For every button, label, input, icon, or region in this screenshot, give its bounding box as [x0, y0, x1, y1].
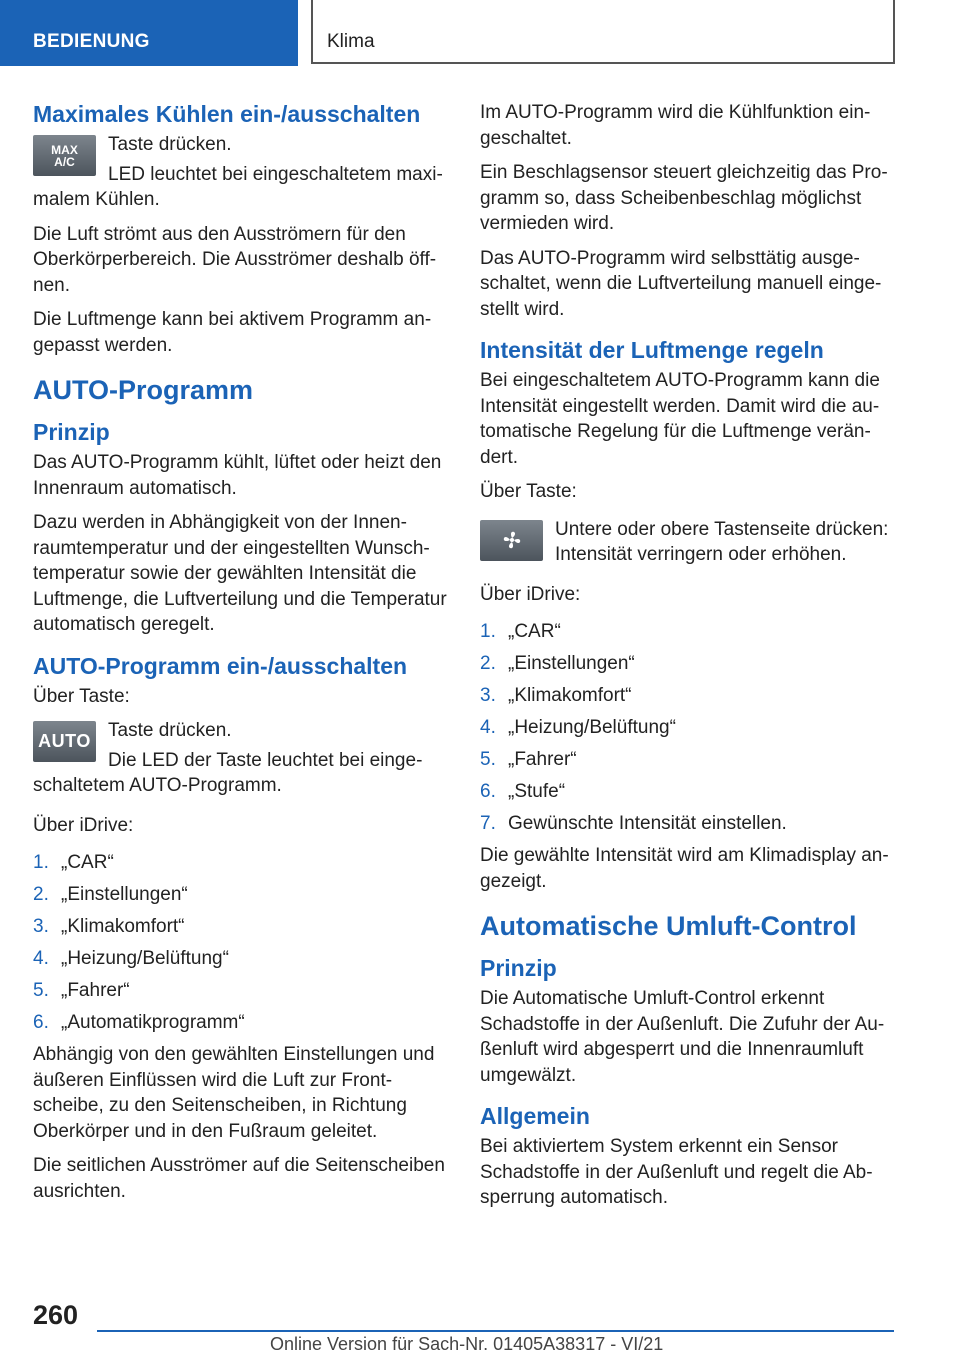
- list-item: 2. „Einstellungen“: [480, 653, 635, 674]
- paragraph: Taste drücken.: [108, 720, 232, 741]
- fan-row: [480, 517, 898, 568]
- list-item: 5. „Fahrer“: [480, 749, 577, 770]
- paragraph: Dazu werden in Abhängigkeit von der Innenraumtemperatur und der eingestellten Wunschtemperatur sowie der gewählten Intensität die Luftmenge, die Luftverteilung und die Temperatur automatisch geregelt.: [33, 512, 447, 635]
- list-item: 4. „Heizung/Belüftung“: [480, 717, 676, 738]
- max-ac-row: [33, 132, 451, 213]
- list-item: 3. „Klimakomfort“: [33, 916, 185, 937]
- paragraph: Die gewählte Intensität wird am Klimadisplay angezeigt.: [480, 845, 889, 892]
- heading-principle: Prinzip: [480, 955, 557, 981]
- ac-label: A/C: [54, 154, 75, 169]
- heading-principle: Prinzip: [33, 419, 110, 445]
- list-item: 7. Gewünschte Intensität einstellen.: [480, 813, 787, 834]
- max-ac-button-icon: [33, 135, 96, 176]
- heading-intensity: Intensität der Luftmenge regeln: [480, 337, 824, 363]
- paragraph: Die Luftmenge kann bei aktivem Programm angepasst werden.: [33, 309, 432, 356]
- paragraph: Über Taste:: [480, 481, 577, 502]
- paragraph: Über iDrive:: [33, 814, 134, 836]
- max-label: MAX: [51, 142, 78, 157]
- list-item: 6. „Automatikprogramm“: [33, 1012, 245, 1033]
- paragraph: Die Luft strömt aus den Ausströmern für den Oberkörperbereich. Die Ausströmer deshalb öffnen.: [33, 223, 437, 296]
- auto-row: [33, 718, 451, 799]
- paragraph: Im AUTO-Programm wird die Kühlfunktion eingeschaltet.: [480, 102, 871, 149]
- fan-icon: [480, 520, 543, 561]
- paragraph: Das AUTO-Programm wird selbsttätig ausgeschaltet, wenn die Luftverteilung manuell eingestellt wird.: [480, 247, 882, 320]
- heading-general: Allgemein: [480, 1103, 590, 1129]
- auto-button-icon: AUTO: [33, 721, 96, 762]
- paragraph: Das AUTO-Programm kühlt, lüftet oder heizt den Innenraum automatisch.: [33, 452, 442, 499]
- paragraph: Bei eingeschaltetem AUTO-Programm kann die Intensität eingestellt werden. Damit wird die automatische Regelung für die Luftmenge verändert.: [480, 370, 880, 468]
- footer-divider: [97, 1330, 894, 1332]
- list-item: 4. „Heizung/Belüftung“: [33, 948, 229, 969]
- paragraph: Über Taste:: [33, 685, 130, 707]
- list-item: 2. „Einstellungen“: [33, 884, 188, 905]
- fan-icon: [500, 528, 524, 552]
- left-column: [33, 100, 451, 1213]
- page-header: [0, 0, 960, 66]
- list-item: 5. „Fahrer“: [33, 980, 130, 1001]
- heading-max-cooling: Maximales Kühlen ein-/ausschalten: [33, 101, 421, 127]
- list-item: 1. „CAR“: [480, 621, 561, 642]
- paragraph: Über iDrive:: [480, 583, 581, 605]
- paragraph: Die LED der Taste leuchtet bei eingeschaltetem AUTO-Programm.: [33, 749, 423, 796]
- heading-auto-onoff: AUTO-Programm ein-/ausschalten: [33, 652, 408, 679]
- heading-auto-program: AUTO-Programm: [33, 375, 254, 405]
- chapter-label: Klima: [311, 0, 895, 64]
- paragraph: LED leuchtet bei eingeschaltetem maximalem Kühlen.: [33, 163, 443, 210]
- page-number: 260: [33, 1300, 79, 1330]
- paragraph: Die seitlichen Ausströmer auf die Seitenscheiben ausrichten.: [33, 1155, 445, 1202]
- footer-text: Online Version für Sach-Nr. 01405A38317 - VI/21: [270, 1334, 664, 1354]
- steps-list: [480, 619, 898, 837]
- right-column: [480, 100, 898, 1220]
- paragraph: Bei aktiviertem System erkennt ein Sensor Schadstoffe in der Außenluft und regelt die Absperrung automatisch.: [480, 1136, 873, 1208]
- heading-recirculation: Automatische Umluft-Control: [480, 911, 857, 941]
- section-label: BEDIENUNG: [0, 0, 298, 66]
- list-item: 6. „Stufe“: [480, 781, 566, 802]
- steps-list: [33, 850, 451, 1036]
- paragraph: Ein Beschlagsensor steuert gleichzeitig das Programm so, dass Scheibenbeschlag möglichst vermieden wird.: [480, 162, 888, 234]
- paragraph: Untere oder obere Tastenseite drücken: Intensität verringern oder erhöhen.: [555, 518, 889, 565]
- list-item: 1. „CAR“: [33, 852, 114, 873]
- paragraph: Die Automatische Umluft-Control erkennt Schadstoffe in der Außenluft. Die Zufuhr der Außenluft wird abgesperrt und die Innenraumluft umgewälzt.: [480, 988, 885, 1086]
- list-item: 3. „Klimakomfort“: [480, 685, 632, 706]
- paragraph: Abhängig von den gewählten Einstellungen und äußeren Einflüssen wird die Luft zur Frontscheibe, zu den Seitenscheiben, in Richtung Oberkörper und in den Fußraum geleitet.: [33, 1044, 435, 1142]
- paragraph: Taste drücken.: [108, 134, 232, 155]
